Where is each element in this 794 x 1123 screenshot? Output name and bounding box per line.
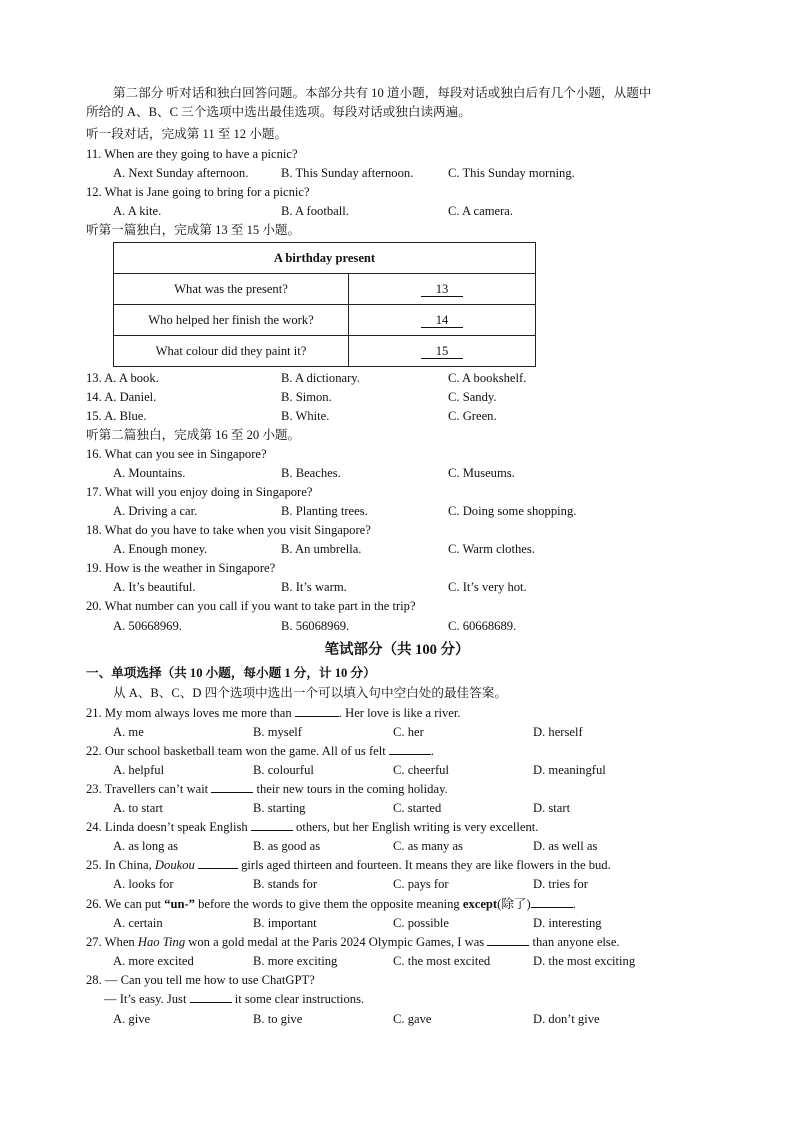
table-question: What colour did they paint it?	[114, 336, 349, 367]
question-28-stem: 28. — Can you tell me how to use ChatGPT?	[86, 973, 315, 987]
question-26-stem: 26. We can put “un-” before the words to give them the opposite meaning except(除了) .	[86, 897, 576, 911]
question-13-option-a[interactable]: 13. A. A book.	[86, 371, 159, 385]
answer-blank-27[interactable]	[487, 933, 529, 946]
answer-blank-13[interactable]: 13	[421, 283, 463, 297]
question-12-option-c[interactable]: C. A camera.	[448, 204, 514, 218]
question-12-option-a[interactable]: A. A kite.	[113, 204, 162, 218]
question-21-option-c[interactable]: C. her	[393, 725, 424, 739]
question-24-option-a[interactable]: A. as long as	[113, 839, 179, 853]
question-25-option-c[interactable]: C. pays for	[393, 877, 449, 891]
written-part-heading: 笔试部分（共 100 分）	[324, 642, 470, 658]
question-26-option-d[interactable]: D. interesting	[533, 916, 602, 930]
question-21-option-b[interactable]: B. myself	[253, 725, 302, 739]
question-16-stem: 16. What can you see in Singapore?	[86, 447, 267, 461]
answer-blank-25[interactable]	[198, 856, 238, 869]
question-18-option-c[interactable]: C. Warm clothes.	[448, 542, 535, 556]
question-24-option-d[interactable]: D. as well as	[533, 839, 598, 853]
question-15-option-a[interactable]: 15. A. Blue.	[86, 409, 147, 423]
question-19-option-a[interactable]: A. It’s beautiful.	[113, 580, 196, 594]
question-16-option-c[interactable]: C. Museums.	[448, 466, 515, 480]
question-12-option-b[interactable]: B. A football.	[281, 204, 349, 218]
question-28-option-a[interactable]: A. give	[113, 1012, 151, 1026]
question-23-stem: 23. Travellers can’t wait their new tours in the coming holiday.	[86, 782, 448, 796]
question-24-option-c[interactable]: C. as many as	[393, 839, 463, 853]
question-17-option-b[interactable]: B. Planting trees.	[281, 504, 368, 518]
question-25-option-d[interactable]: D. tries for	[533, 877, 588, 891]
question-28-option-c[interactable]: C. gave	[393, 1012, 432, 1026]
question-19-option-c[interactable]: C. It’s very hot.	[448, 580, 527, 594]
question-22-option-a[interactable]: A. helpful	[113, 763, 165, 777]
question-28-option-d[interactable]: D. don’t give	[533, 1012, 600, 1026]
question-23-option-b[interactable]: B. starting	[253, 801, 306, 815]
question-25-option-b[interactable]: B. stands for	[253, 877, 318, 891]
question-25-option-a[interactable]: A. looks for	[113, 877, 174, 891]
question-24-stem: 24. Linda doesn’t speak English others, but her English writing is very excellent.	[86, 820, 539, 834]
question-26-option-c[interactable]: C. possible	[393, 916, 449, 930]
question-18-option-b[interactable]: B. An umbrella.	[281, 542, 362, 556]
table-question: Who helped her finish the work?	[114, 305, 349, 336]
question-28-option-b[interactable]: B. to give	[253, 1012, 303, 1026]
answer-blank-14[interactable]: 14	[421, 314, 463, 328]
birthday-present-table	[113, 242, 536, 367]
question-27-stem: 27. When Hao Ting won a gold medal at the Paris 2024 Olympic Games, I was than anyone else.	[86, 935, 620, 949]
question-18-option-a[interactable]: A. Enough money.	[113, 542, 208, 556]
question-22-option-c[interactable]: C. cheerful	[393, 763, 449, 777]
question-17-option-a[interactable]: A. Driving a car.	[113, 504, 198, 518]
question-11-option-a[interactable]: A. Next Sunday afternoon.	[113, 166, 249, 180]
question-26-option-a[interactable]: A. certain	[113, 916, 163, 930]
question-28-reply: — It’s easy. Just it some clear instructions.	[104, 992, 365, 1006]
answer-blank-22[interactable]	[389, 742, 431, 755]
question-16-option-a[interactable]: A. Mountains.	[113, 466, 186, 480]
monologue1-instruction: 听第一篇独白，完成第 13 至 15 小题。	[86, 223, 301, 237]
answer-blank-15[interactable]: 15	[421, 345, 463, 359]
question-16-option-b[interactable]: B. Beaches.	[281, 466, 341, 480]
question-14-option-b[interactable]: B. Simon.	[281, 390, 332, 404]
question-13-option-c[interactable]: C. A bookshelf.	[448, 371, 527, 385]
section1-instruction: 从 A、B、C、D 四个选项中选出一个可以填入句中空白处的最佳答案。	[113, 686, 507, 700]
question-17-option-c[interactable]: C. Doing some shopping.	[448, 504, 577, 518]
question-22-option-d[interactable]: D. meaningful	[533, 763, 606, 777]
question-22-stem: 22. Our school basketball team won the game. All of us felt .	[86, 744, 435, 758]
question-27-option-b[interactable]: B. more exciting	[253, 954, 338, 968]
table-row	[114, 274, 536, 305]
question-27-option-c[interactable]: C. the most excited	[393, 954, 491, 968]
question-20-option-a[interactable]: A. 50668969.	[113, 619, 182, 633]
section2-intro-line2: 所给的 A、B、C 三个选项中选出最佳选项。每段对话或独白读两遍。	[86, 105, 471, 119]
question-11-option-c[interactable]: C. This Sunday morning.	[448, 166, 575, 180]
question-14-option-c[interactable]: C. Sandy.	[448, 390, 497, 404]
question-23-option-a[interactable]: A. to start	[113, 801, 164, 815]
table-row	[114, 336, 536, 367]
question-20-stem: 20. What number can you call if you want to take part in the trip?	[86, 599, 416, 613]
table-row	[114, 305, 536, 336]
question-20-option-b[interactable]: B. 56068969.	[281, 619, 350, 633]
answer-blank-24[interactable]	[251, 818, 293, 831]
question-18-stem: 18. What do you have to take when you visit Singapore?	[86, 523, 371, 537]
question-11-option-b[interactable]: B. This Sunday afternoon.	[281, 166, 414, 180]
question-15-option-c[interactable]: C. Green.	[448, 409, 497, 423]
question-24-option-b[interactable]: B. as good as	[253, 839, 321, 853]
question-22-option-b[interactable]: B. colourful	[253, 763, 314, 777]
answer-blank-28[interactable]	[190, 990, 232, 1003]
question-23-option-c[interactable]: C. started	[393, 801, 442, 815]
answer-blank-26[interactable]	[531, 895, 573, 908]
question-21-stem: 21. My mom always loves me more than . Her love is like a river.	[86, 706, 461, 720]
question-14-option-a[interactable]: 14. A. Daniel.	[86, 390, 157, 404]
answer-blank-23[interactable]	[211, 780, 253, 793]
table-title: A birthday present	[114, 243, 536, 274]
question-19-stem: 19. How is the weather in Singapore?	[86, 561, 276, 575]
question-23-option-d[interactable]: D. start	[533, 801, 571, 815]
question-27-option-a[interactable]: A. more excited	[113, 954, 194, 968]
answer-blank-21[interactable]	[295, 704, 339, 717]
question-21-option-d[interactable]: D. herself	[533, 725, 583, 739]
question-27-option-d[interactable]: D. the most exciting	[533, 954, 636, 968]
monologue2-instruction: 听第二篇独白，完成第 16 至 20 小题。	[86, 428, 301, 442]
question-20-option-c[interactable]: C. 60668689.	[448, 619, 517, 633]
question-15-option-b[interactable]: B. White.	[281, 409, 330, 423]
question-25-stem: 25. In China, Doukou girls aged thirteen and fourteen. It means they are like flowers in the bud.	[86, 858, 611, 872]
question-26-option-b[interactable]: B. important	[253, 916, 317, 930]
question-17-stem: 17. What will you enjoy doing in Singapore?	[86, 485, 313, 499]
question-13-option-b[interactable]: B. A dictionary.	[281, 371, 360, 385]
table-question: What was the present?	[114, 274, 349, 305]
question-21-option-a[interactable]: A. me	[113, 725, 144, 739]
question-19-option-b[interactable]: B. It’s warm.	[281, 580, 347, 594]
section1-title: 一、单项选择（共 10 小题，每小题 1 分，计 10 分）	[86, 666, 376, 680]
section2-intro-line1: 第二部分 听对话和独白回答问题。本部分共有 10 道小题，每段对话或独白后有几个小题，从题中	[113, 86, 652, 100]
question-11-stem: 11. When are they going to have a picnic?	[86, 147, 298, 161]
question-12-stem: 12. What is Jane going to bring for a picnic?	[86, 185, 310, 199]
dialog-instruction: 听一段对话，完成第 11 至 12 小题。	[86, 127, 288, 141]
